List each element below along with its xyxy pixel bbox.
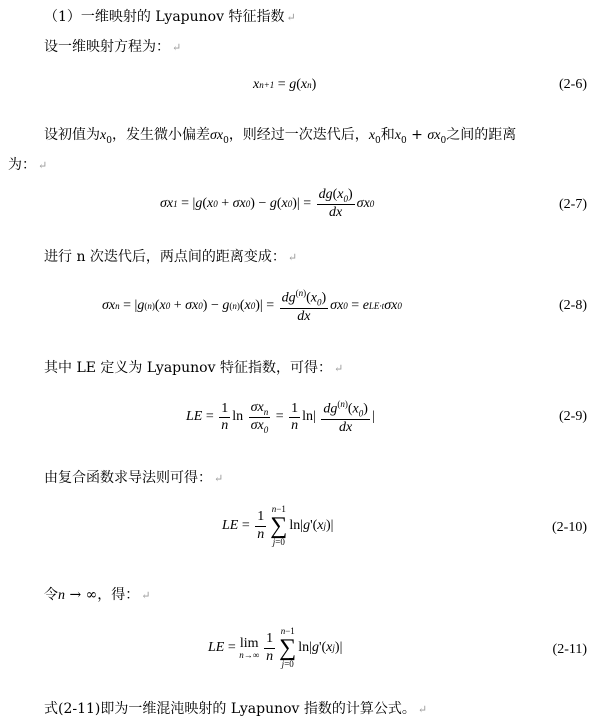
equation-number: (2-11) <box>552 642 587 657</box>
equation-number: (2-6) <box>559 77 587 92</box>
paragraph-conclusion: 式(2-11)即为一维混沌映射的 Lyapunov 指数的计算公式。 ↵ <box>44 701 428 717</box>
paragraph-n-iterations: 进行 n 次迭代后，两点间的距离变成： ↵ <box>44 249 298 265</box>
equation-number: (2-9) <box>559 409 587 424</box>
equation-2-9-formula: LE = $\frac{1}{n}$ ln $\frac{\sigma x_n}{\sigma x_0}$ = $\frac{1}{n}$ ln| $\frac{dg^{(n)}(x_0)}{dx}$ | <box>186 399 375 435</box>
section-heading: （1）一维映射的 Lyapunov 特征指数 ↵ <box>44 9 296 25</box>
equation-2-8-formula: σx n = | g (n) ( x 0 + σx 0 ) − g (n) ( x 0 )| = $\frac{dg^{(n)}(x_0)}{dx}$ σx 0 = e LE·t σx 0 <box>102 288 402 324</box>
paragraph-le-definition: 其中 LE 定义为 Lyapunov 特征指数，可得： ↵ <box>44 360 344 376</box>
paragraph-mark: ↵ <box>172 41 182 54</box>
paragraph-mark: ↵ <box>141 589 151 602</box>
equation-number: (2-10) <box>552 520 587 535</box>
paragraph-mark: ↵ <box>214 472 224 485</box>
paragraph-initial-value: 设初值为$x_0$，发生微小偏差$\sigma x_0$，则经过一次迭代后，$x_0$和$x_0 + \sigma x_0$之间的距离 <box>44 127 517 146</box>
paragraph-mark: ↵ <box>38 159 48 172</box>
paragraph-chain-rule: 由复合函数求导法则可得： ↵ <box>44 470 224 486</box>
equation-number: (2-8) <box>559 298 587 313</box>
paragraph-mark: ↵ <box>287 251 298 264</box>
paragraph-limit: 令n → ∞，得： ↵ <box>44 587 151 603</box>
equation-2-11-formula: LE = lim n→∞ $\frac{1}{n}$ n−1 ∑ j=0 ln| g '( x j )| <box>208 626 343 669</box>
paragraph-mark: ↵ <box>286 11 296 24</box>
paragraph-mark: ↵ <box>333 362 344 375</box>
equation-2-10-formula: LE = $\frac{1}{n}$ n−1 ∑ j=0 ln| g '( x j )| <box>222 504 334 547</box>
paragraph-initial-value-cont: 为： ↵ <box>8 157 48 173</box>
paragraph-intro: 设一维映射方程为： ↵ <box>44 39 182 55</box>
equation-2-7-formula: σx 1 = | g ( x 0 + σx 0 ) − g ( x 0 )| = $\frac{dg(x_0)}{dx}$ σx 0 <box>160 187 375 221</box>
equation-number: (2-7) <box>559 197 587 212</box>
paragraph-mark: ↵ <box>417 703 428 716</box>
equation-2-6-formula: x n+1 = g ( x n ) <box>253 77 317 92</box>
